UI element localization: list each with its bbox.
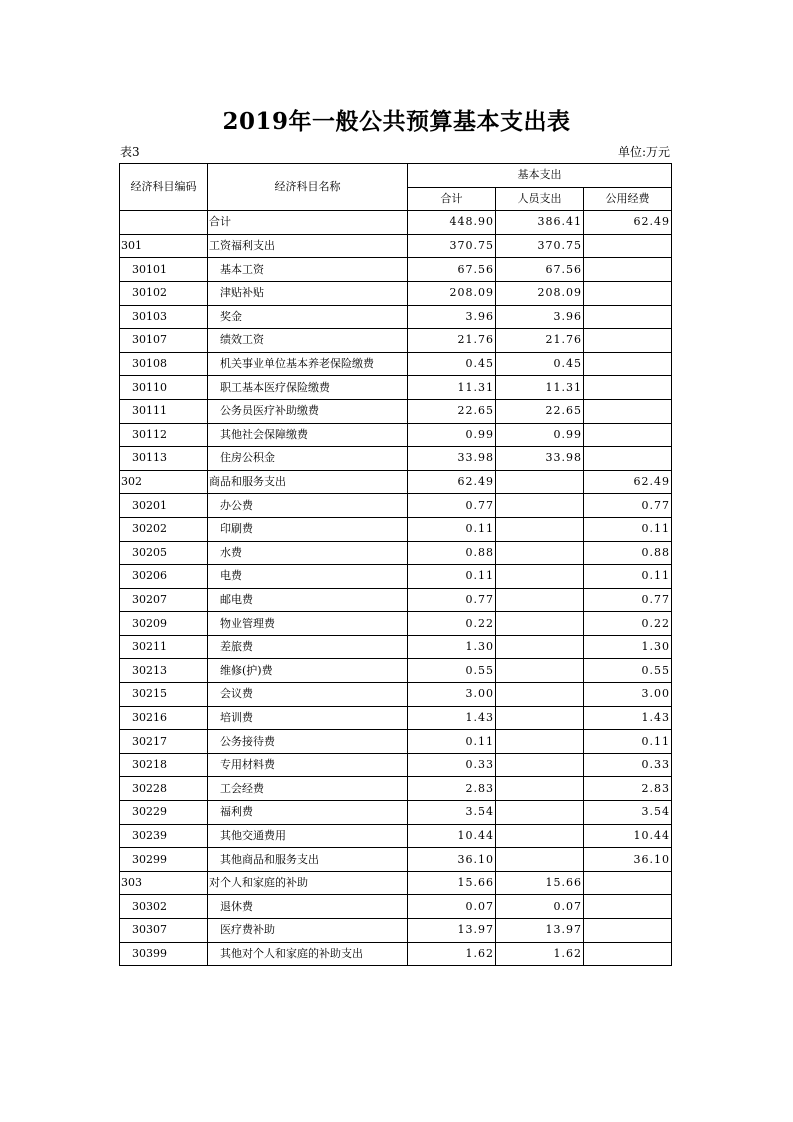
cell-public: 0.88 [584, 541, 672, 565]
cell-code: 30211 [120, 635, 208, 659]
table-row [120, 753, 672, 777]
cell-total: 21.76 [408, 329, 496, 353]
cell-personnel: 386.41 [496, 211, 584, 235]
table-row [120, 895, 672, 919]
cell-name: 其他社会保障缴费 [208, 423, 408, 447]
cell-total: 0.11 [408, 565, 496, 589]
cell-personnel [496, 517, 584, 541]
cell-total: 0.77 [408, 494, 496, 518]
cell-public [584, 329, 672, 353]
cell-total: 208.09 [408, 281, 496, 305]
cell-public [584, 447, 672, 471]
cell-total: 2.83 [408, 777, 496, 801]
cell-total: 67.56 [408, 258, 496, 282]
cell-code: 30239 [120, 824, 208, 848]
cell-name: 邮电费 [208, 588, 408, 612]
cell-name: 基本工资 [208, 258, 408, 282]
cell-public: 0.11 [584, 730, 672, 754]
cell-total: 33.98 [408, 447, 496, 471]
table-row [120, 399, 672, 423]
cell-total: 1.62 [408, 942, 496, 966]
table-row [120, 305, 672, 329]
cell-name: 物业管理费 [208, 612, 408, 636]
cell-personnel [496, 659, 584, 683]
cell-public: 36.10 [584, 848, 672, 872]
cell-personnel [496, 730, 584, 754]
cell-total: 0.33 [408, 753, 496, 777]
table-body [120, 211, 672, 966]
cell-code: 30209 [120, 612, 208, 636]
cell-personnel: 1.62 [496, 942, 584, 966]
cell-code: 30112 [120, 423, 208, 447]
cell-total: 3.54 [408, 801, 496, 825]
cell-code: 30299 [120, 848, 208, 872]
cell-personnel: 0.45 [496, 352, 584, 376]
table-row [120, 352, 672, 376]
cell-public: 0.11 [584, 517, 672, 541]
cell-code: 30213 [120, 659, 208, 683]
cell-public [584, 871, 672, 895]
header-code: 经济科目编码 [120, 164, 208, 211]
cell-personnel [496, 541, 584, 565]
cell-public [584, 942, 672, 966]
cell-public: 0.11 [584, 565, 672, 589]
cell-code: 30206 [120, 565, 208, 589]
cell-total: 0.45 [408, 352, 496, 376]
table-row [120, 942, 672, 966]
cell-name: 职工基本医疗保险缴费 [208, 376, 408, 400]
table-row [120, 494, 672, 518]
cell-personnel [496, 801, 584, 825]
cell-total: 0.77 [408, 588, 496, 612]
cell-personnel [496, 753, 584, 777]
cell-public: 0.33 [584, 753, 672, 777]
cell-name: 公务员医疗补助缴费 [208, 399, 408, 423]
cell-code [120, 211, 208, 235]
cell-code: 30111 [120, 399, 208, 423]
cell-personnel: 33.98 [496, 447, 584, 471]
cell-code: 30103 [120, 305, 208, 329]
cell-personnel [496, 612, 584, 636]
cell-personnel [496, 777, 584, 801]
cell-personnel: 15.66 [496, 871, 584, 895]
cell-name: 其他商品和服务支出 [208, 848, 408, 872]
cell-name: 其他交通费用 [208, 824, 408, 848]
cell-personnel: 0.99 [496, 423, 584, 447]
cell-public: 0.77 [584, 588, 672, 612]
cell-public: 3.00 [584, 683, 672, 707]
header-basic-expense: 基本支出 [408, 164, 672, 188]
cell-name: 维修(护)费 [208, 659, 408, 683]
cell-public: 62.49 [584, 211, 672, 235]
cell-public: 10.44 [584, 824, 672, 848]
cell-public [584, 234, 672, 258]
cell-name: 津贴补贴 [208, 281, 408, 305]
header-personnel: 人员支出 [496, 187, 584, 211]
table-row [120, 258, 672, 282]
cell-public [584, 399, 672, 423]
table-row [120, 612, 672, 636]
cell-total: 62.49 [408, 470, 496, 494]
cell-total: 3.00 [408, 683, 496, 707]
cell-name: 工会经费 [208, 777, 408, 801]
cell-code: 30201 [120, 494, 208, 518]
table-row [120, 234, 672, 258]
cell-personnel [496, 494, 584, 518]
cell-personnel: 208.09 [496, 281, 584, 305]
cell-personnel [496, 706, 584, 730]
cell-personnel [496, 635, 584, 659]
cell-total: 0.07 [408, 895, 496, 919]
cell-public [584, 281, 672, 305]
table-row [120, 541, 672, 565]
table-row [120, 848, 672, 872]
table-row [120, 919, 672, 943]
cell-name: 其他对个人和家庭的补助支出 [208, 942, 408, 966]
cell-code: 30302 [120, 895, 208, 919]
cell-name: 专用材料费 [208, 753, 408, 777]
table-row [120, 376, 672, 400]
cell-name: 福利费 [208, 801, 408, 825]
cell-public [584, 423, 672, 447]
cell-public: 2.83 [584, 777, 672, 801]
cell-name: 合计 [208, 211, 408, 235]
table-row [120, 281, 672, 305]
cell-total: 13.97 [408, 919, 496, 943]
table-row [120, 447, 672, 471]
cell-public [584, 352, 672, 376]
table-number: 表3 [120, 145, 140, 159]
table-row [120, 329, 672, 353]
cell-code: 30216 [120, 706, 208, 730]
cell-name: 医疗费补助 [208, 919, 408, 943]
cell-personnel [496, 470, 584, 494]
budget-table [119, 163, 672, 966]
cell-name: 工资福利支出 [208, 234, 408, 258]
cell-name: 差旅费 [208, 635, 408, 659]
cell-code: 30307 [120, 919, 208, 943]
cell-public [584, 376, 672, 400]
table-row [120, 635, 672, 659]
cell-name: 公务接待费 [208, 730, 408, 754]
cell-code: 30228 [120, 777, 208, 801]
cell-name: 对个人和家庭的补助 [208, 871, 408, 895]
cell-total: 11.31 [408, 376, 496, 400]
unit-label: 单位:万元 [617, 145, 670, 159]
table-row [120, 659, 672, 683]
cell-code: 30108 [120, 352, 208, 376]
cell-public [584, 258, 672, 282]
total-row [120, 211, 672, 235]
cell-personnel: 3.96 [496, 305, 584, 329]
cell-total: 1.43 [408, 706, 496, 730]
cell-total: 15.66 [408, 871, 496, 895]
cell-total: 370.75 [408, 234, 496, 258]
table-row [120, 824, 672, 848]
cell-personnel [496, 565, 584, 589]
cell-public: 1.30 [584, 635, 672, 659]
cell-personnel: 370.75 [496, 234, 584, 258]
cell-total: 10.44 [408, 824, 496, 848]
table-row [120, 588, 672, 612]
table-row [120, 777, 672, 801]
cell-total: 3.96 [408, 305, 496, 329]
cell-name: 奖金 [208, 305, 408, 329]
table-row [120, 801, 672, 825]
cell-code: 30113 [120, 447, 208, 471]
cell-public: 0.77 [584, 494, 672, 518]
cell-code: 30107 [120, 329, 208, 353]
cell-personnel [496, 848, 584, 872]
cell-code: 30399 [120, 942, 208, 966]
cell-code: 301 [120, 234, 208, 258]
cell-total: 0.22 [408, 612, 496, 636]
cell-code: 30207 [120, 588, 208, 612]
cell-total: 36.10 [408, 848, 496, 872]
table-row [120, 565, 672, 589]
cell-name: 电费 [208, 565, 408, 589]
cell-total: 22.65 [408, 399, 496, 423]
cell-name: 退休费 [208, 895, 408, 919]
cell-code: 30110 [120, 376, 208, 400]
cell-code: 30101 [120, 258, 208, 282]
cell-total: 1.30 [408, 635, 496, 659]
cell-public: 0.55 [584, 659, 672, 683]
cell-public: 3.54 [584, 801, 672, 825]
header-name: 经济科目名称 [208, 164, 408, 211]
cell-total: 0.55 [408, 659, 496, 683]
cell-code: 30217 [120, 730, 208, 754]
cell-name: 机关事业单位基本养老保险缴费 [208, 352, 408, 376]
cell-personnel: 21.76 [496, 329, 584, 353]
cell-name: 印刷费 [208, 517, 408, 541]
cell-total: 0.88 [408, 541, 496, 565]
cell-personnel: 11.31 [496, 376, 584, 400]
table-row [120, 470, 672, 494]
table-row [120, 706, 672, 730]
table-row [120, 730, 672, 754]
cell-name: 培训费 [208, 706, 408, 730]
cell-public: 62.49 [584, 470, 672, 494]
cell-public [584, 305, 672, 329]
cell-public [584, 919, 672, 943]
cell-personnel: 13.97 [496, 919, 584, 943]
cell-code: 30215 [120, 683, 208, 707]
cell-total: 0.11 [408, 730, 496, 754]
cell-code: 30102 [120, 281, 208, 305]
cell-code: 302 [120, 470, 208, 494]
cell-name: 办公费 [208, 494, 408, 518]
cell-code: 30229 [120, 801, 208, 825]
header-total: 合计 [408, 187, 496, 211]
header-public: 公用经费 [584, 187, 672, 211]
cell-code: 303 [120, 871, 208, 895]
cell-public: 0.22 [584, 612, 672, 636]
cell-total: 448.90 [408, 211, 496, 235]
cell-name: 商品和服务支出 [208, 470, 408, 494]
cell-name: 水费 [208, 541, 408, 565]
cell-total: 0.99 [408, 423, 496, 447]
cell-personnel [496, 588, 584, 612]
cell-personnel [496, 683, 584, 707]
cell-code: 30218 [120, 753, 208, 777]
table-row [120, 871, 672, 895]
cell-personnel: 22.65 [496, 399, 584, 423]
cell-personnel [496, 824, 584, 848]
cell-code: 30205 [120, 541, 208, 565]
cell-name: 住房公积金 [208, 447, 408, 471]
page-title: 2019年一般公共预算基本支出表 [222, 108, 571, 135]
cell-name: 绩效工资 [208, 329, 408, 353]
table-row [120, 683, 672, 707]
cell-name: 会议费 [208, 683, 408, 707]
cell-public [584, 895, 672, 919]
cell-personnel: 67.56 [496, 258, 584, 282]
cell-code: 30202 [120, 517, 208, 541]
cell-public: 1.43 [584, 706, 672, 730]
table-row [120, 517, 672, 541]
cell-personnel: 0.07 [496, 895, 584, 919]
table-row [120, 423, 672, 447]
cell-total: 0.11 [408, 517, 496, 541]
